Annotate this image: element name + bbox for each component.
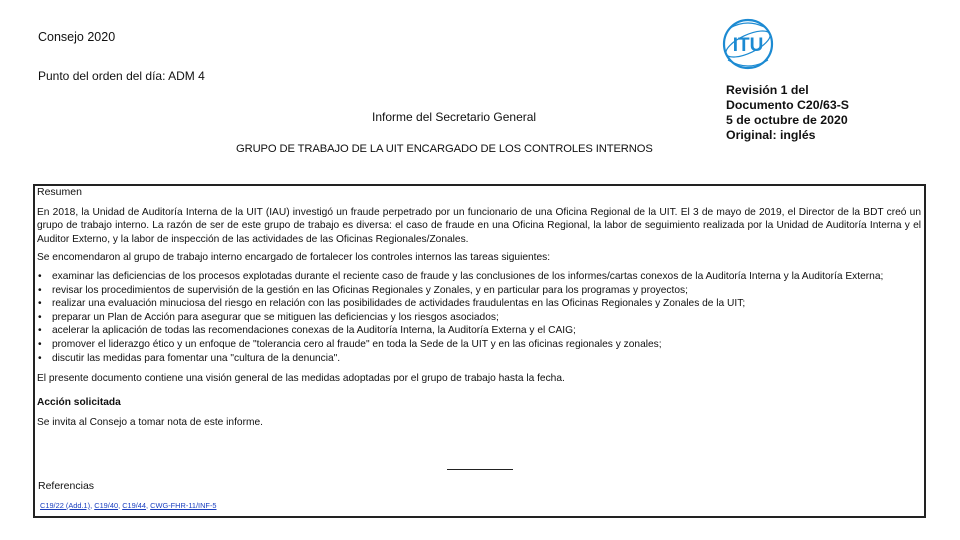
- summary-heading: Resumen: [37, 186, 82, 198]
- council-title: Consejo 2020: [38, 30, 116, 44]
- list-item: • revisar los procedimientos de supervisión de la gestión en las Oficinas Regionales y Zonales, y en particular para los programas y proyectos;: [37, 284, 921, 298]
- list-item: • discutir las medidas para fomentar una "cultura de la denuncia".: [37, 352, 921, 366]
- group-title: GRUPO DE TRABAJO DE LA UIT ENCARGADO DE LOS CONTROLES INTERNOS: [236, 143, 653, 155]
- list-item: • promover el liderazgo ético y un enfoque de "tolerancia cero al fraude" en toda la Sede de la UIT y en las oficinas regionales y zonales;: [37, 338, 921, 352]
- list-item: • examinar las deficiencias de los procesos explotadas durante el reciente caso de fraude y las conclusiones de los informes/cartas conexos de la Auditoría Interna y la Auditoría Externa;: [37, 270, 921, 284]
- reference-link[interactable]: C19/22 (Add.1): [40, 501, 91, 510]
- summary-content: [37, 186, 921, 430]
- list-item: • preparar un Plan de Acción para asegurar que se mitiguen las deficiencias y los riesgos asociados;: [37, 311, 921, 325]
- reference-link[interactable]: CWG-FHR-11/INF-5: [150, 501, 217, 510]
- document-number: Documento C20/63-S: [726, 98, 849, 112]
- tasks-intro: Se encomendaron al grupo de trabajo interno encargado de fortalecer los controles internos las tareas siguientes:: [37, 252, 551, 264]
- list-item: • realizar una evaluación minuciosa del riesgo en relación con las posibilidades de actividades fraudulentas en las Oficinas Regionales y Zonales de la UIT;: [37, 297, 921, 311]
- reference-link[interactable]: C19/44: [122, 501, 147, 510]
- revision-label: Revisión 1 del: [726, 83, 809, 97]
- reference-link[interactable]: C19/40: [94, 501, 119, 510]
- itu-logo-icon: [720, 16, 776, 72]
- task-list: [37, 270, 921, 365]
- agenda-item: Punto del orden del día: ADM 4: [38, 69, 205, 83]
- references-list: C19/22 (Add.1), C19/40, C19/44, CWG-FHR-11/INF-5: [40, 501, 217, 510]
- references-heading: Referencias: [38, 480, 95, 492]
- document-info: [726, 83, 849, 143]
- report-title: Informe del Secretario General: [372, 110, 537, 124]
- action-heading: Acción solicitada: [37, 396, 121, 408]
- document-date: 5 de octubre de 2020: [726, 113, 848, 127]
- action-text: Se invita al Consejo a tomar nota de este informe.: [37, 417, 263, 429]
- summary-intro: En 2018, la Unidad de Auditoría Interna de la UIT (IAU) investigó un fraude perpetrado por un funcionario de una Oficina Regional de la UIT. El 3 de mayo de 2019, el Director de la BDT creó un grupo de trabajo interno. La razón de ser de este grupo de trabajo es diversa: el caso de fraude en una Oficina Regional, la labor de seguimiento realizada por la Unidad de Auditoría Interna y el Auditor Externo, y la labor de inspección de las actividades de las Oficinas Regionales/Zonales.: [37, 206, 921, 245]
- list-item: • acelerar la aplicación de todas las recomendaciones conexas de la Auditoría Interna, la Auditoría Externa y el CAIG;: [37, 324, 921, 338]
- logo-text: ITU: [732, 35, 764, 56]
- original-language: Original: inglés: [726, 128, 816, 142]
- divider: [447, 469, 513, 470]
- overview-text: El presente documento contiene una visión general de las medidas adoptadas por el grupo de trabajo hasta la fecha.: [37, 373, 565, 385]
